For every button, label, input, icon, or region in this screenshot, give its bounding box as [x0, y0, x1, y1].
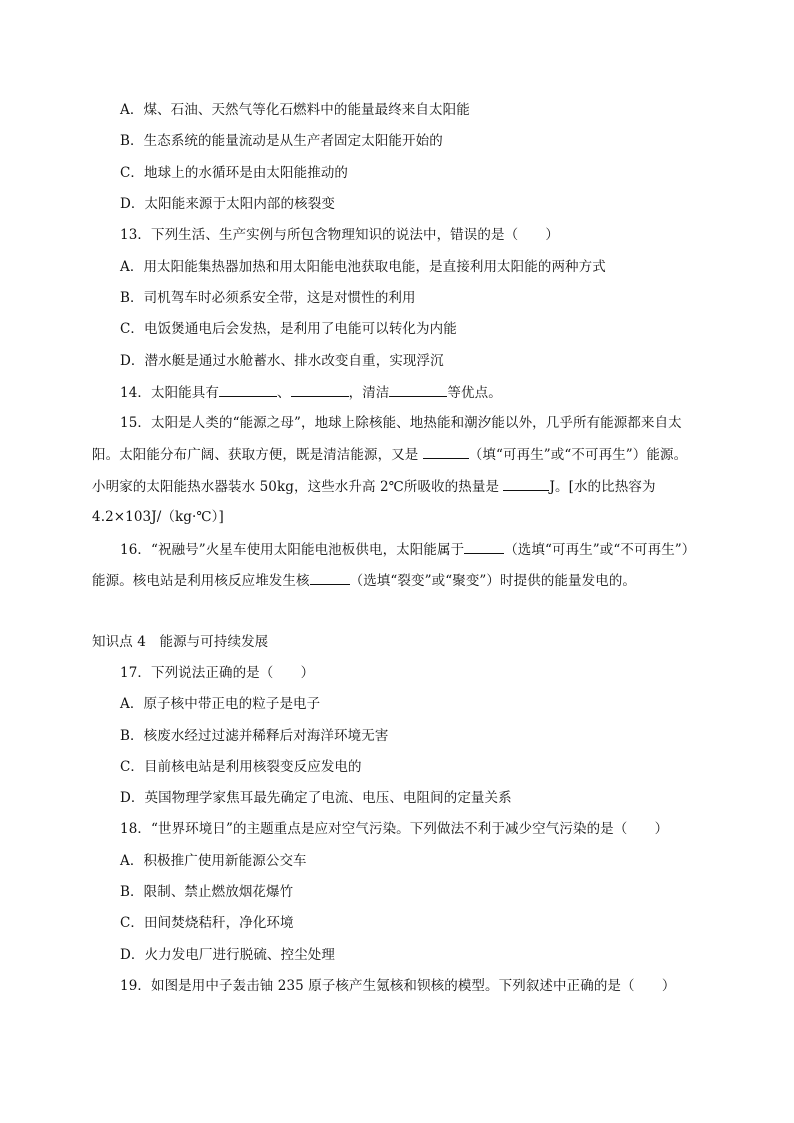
q14-text-1: 14．太阳能具有	[120, 385, 219, 401]
q15-text-4: J。[水的比热容为	[549, 479, 656, 495]
question-16-line-1	[120, 539, 695, 560]
q15-text-3: 小明家的太阳能热水器装水 50kg，这些水升高 2℃所吸收的热量是	[92, 479, 504, 495]
question-19: 19．如图是用中子轰击铀 235 原子核产生氪核和钡核的模型。下列叙述中正确的是（ ）	[120, 978, 676, 994]
question-15-line-1: 15．太阳是人类的“能源之母”，地球上除核能、地热能和潮汐能以外，几乎所有能源都来自太	[120, 415, 682, 431]
option-a-q13: A．用太阳能集热器加热和用太阳能电池获取电能，是直接利用太阳能的两种方式	[120, 259, 606, 275]
question-15-line-3	[92, 476, 656, 497]
option-d-q17: D．英国物理学家焦耳最先确定了电流、电压、电阻间的定量关系	[120, 790, 512, 806]
q15-text-2: （填“可再生”或“不可再生”）能源。	[468, 447, 688, 463]
q14-blank-3[interactable]	[389, 382, 447, 397]
section-heading: 知识点 4 能源与可持续发展	[92, 634, 269, 650]
question-18: 18．“世界环境日”的主题重点是应对空气污染。下列做法不利于减少空气污染的是（ ）	[120, 821, 669, 837]
q16-text-2: （选填“可再生”或“不可再生”）	[504, 542, 696, 558]
q16-text-3: 能源。核电站是利用核反应堆发生核	[92, 573, 310, 589]
q16-text-4: （选填“裂变”或“聚变”）时提供的能量发电的。	[349, 573, 637, 589]
option-c-q18: C．田间焚烧秸秆，净化环境	[120, 915, 294, 931]
q15-blank-1[interactable]	[423, 444, 469, 459]
option-a-q12: A．煤、石油、天然气等化石燃料中的能量最终来自太阳能	[120, 102, 470, 118]
option-a-q17: A．原子核中带正电的粒子是电子	[120, 696, 321, 712]
option-b-q18: B．限制、禁止燃放烟花爆竹	[120, 884, 294, 900]
option-c-q13: C．电饭煲通电后会发热，是利用了电能可以转化为内能	[120, 321, 457, 337]
question-15-line-4: 4.2×103J/（kg·℃）]	[92, 509, 224, 525]
q15-text-1: 阳。太阳能分布广阔、获取方便，既是清洁能源，又是	[92, 447, 423, 463]
option-d-q12: D．太阳能来源于太阳内部的核裂变	[120, 196, 335, 212]
q16-blank-1[interactable]	[464, 539, 504, 554]
q14-text-4: 等优点。	[447, 385, 502, 401]
question-13: 13．下列生活、生产实例与所包含物理知识的说法中，错误的是（ ）	[120, 227, 559, 243]
q16-text-1: 16．“祝融号”火星车使用太阳能电池板供电，太阳能属于	[120, 542, 465, 558]
option-b-q13: B．司机驾车时必须系安全带，这是对惯性的利用	[120, 290, 416, 306]
option-c-q17: C．目前核电站是利用核裂变反应发电的	[120, 759, 362, 775]
q14-blank-2[interactable]	[291, 382, 349, 397]
q15-blank-2[interactable]	[503, 476, 549, 491]
question-16-line-2	[92, 570, 636, 591]
q14-blank-1[interactable]	[219, 382, 277, 397]
option-d-q13: D．潜水艇是通过水舱蓄水、排水改变自重，实现浮沉	[120, 353, 444, 369]
option-d-q18: D．火力发电厂进行脱硫、控尘处理	[120, 947, 335, 963]
option-b-q17: B．核废水经过过滤并稀释后对海洋环境无害	[120, 728, 389, 744]
question-14	[120, 382, 502, 403]
option-c-q12: C．地球上的水循环是由太阳能推动的	[120, 165, 349, 181]
question-17: 17．下列说法正确的是（ ）	[120, 665, 315, 681]
question-15-line-2	[92, 444, 687, 465]
option-a-q18: A．积极推广使用新能源公交车	[120, 853, 307, 869]
q16-blank-2[interactable]	[310, 570, 350, 585]
option-b-q12: B．生态系统的能量流动是从生产者固定太阳能开始的	[120, 133, 443, 149]
q14-text-2: 、	[276, 385, 291, 401]
q14-text-3: ，清洁	[348, 385, 390, 401]
